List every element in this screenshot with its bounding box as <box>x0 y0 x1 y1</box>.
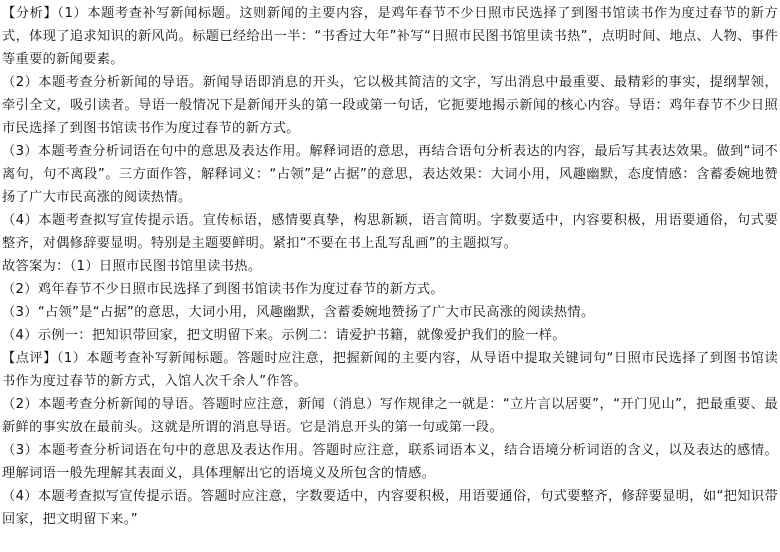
answer-paragraph-1: 故答案为：（1）日照市民图书馆里读书热。 <box>2 259 262 274</box>
comment-paragraph-4: （4）本题考查拟写宣传提示语。答题时应注意，字数要适中，内容要积极，用语要通俗，句式要整齐，修辞要显明，如“把知识带回家，把文明留下来。” <box>2 489 778 527</box>
comment-paragraph-3: （3）本题考查分析词语在句中的意思及表达作用。答题时应注意，联系词语本义，结合语境分析词语的含义，以及表达的感情。理解词语一般先理解其表面义，具体理解出它的语境义及所包含的情感。 <box>2 443 778 481</box>
analysis-paragraph-1: 【分析】（1）本题考查补写新闻标题。这则新闻的主要内容，是鸡年春节不少日照市民选择了到图书馆读书作为度过春节的新方式，体现了追求知识的新风尚。标题已经给出一半：“书香过大年”补写“日照市民图书馆里读书热”，点明时间、地点、人物、事件等重要的新闻要素。 <box>2 6 778 67</box>
answer-paragraph-4: （4）示例一：把知识带回家，把文明留下来。示例二：请爱护书籍，就像爱护我们的脸一样。 <box>2 328 566 343</box>
comment-paragraph-1: 【点评】（1）本题考查补写新闻标题。答题时应注意，把握新闻的主要内容，从导语中提取关键词句“日照市民选择了到图书馆读书作为度过春节的新方式，入馆人次千余人”作答。 <box>2 351 778 389</box>
answer-paragraph-3: （3）“占领”是“占据”的意思，大词小用，风趣幽默，含蓄委婉地赞扬了广大市民高涨的阅读热情。 <box>2 305 595 320</box>
comment-paragraph-2: （2）本题考查分析新闻的导语。答题时应注意，新闻（消息）写作规律之一就是：“立片言以居要”，“开门见山”，把最重要、最新鲜的事实放在最前头。这就是所谓的消息导语。它是消息开头的第一句或第一段。 <box>2 397 778 435</box>
analysis-paragraph-3: （3）本题考查分析词语在句中的意思及表达作用。解释词语的意思，再结合语句分析表达的内容，最后写其表达效果。做到“词不离句，句不离段”。三方面作答，解释词义：“占领”是“占据”的意思，表达效果：大词小用，风趣幽默，态度情感：含蓄委婉地赞扬了广大市民高涨的阅读热情。 <box>2 144 778 205</box>
analysis-paragraph-4: （4）本题考查拟写宣传提示语。宣传标语，感情要真挚，构思新颖，语言简明。字数要适中，内容要积极，用语要通俗，句式要整齐，对偶修辞要显明。特别是主题要鲜明。紧扣“不要在书上乱写乱画”的主题拟写。 <box>2 213 778 251</box>
answer-paragraph-2: （2）鸡年春节不少日照市民选择了到图书馆读书作为度过春节的新方式。 <box>2 282 444 297</box>
analysis-paragraph-2: （2）本题考查分析新闻的导语。新闻导语即消息的开头，它以极其简洁的文字，写出消息中最重要、最精彩的事实，提纲挈领，牵引全文，吸引读者。导语一般情况下是新闻开头的第一段或第一句话，它扼要地揭示新闻的核心内容。导语：鸡年春节不少日照市民选择了到图书馆读书作为度过春节的新方式。 <box>2 75 778 136</box>
